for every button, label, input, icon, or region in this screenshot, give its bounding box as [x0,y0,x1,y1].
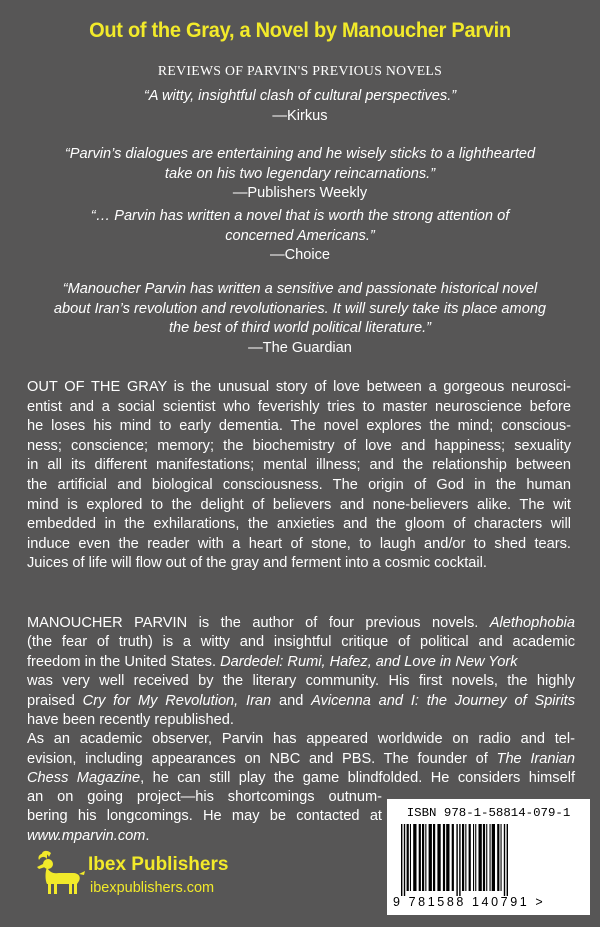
author-bio-end [27,788,382,846]
bio-line: bering his longcomings. He may be contacted at [27,808,382,825]
bio-line [27,827,382,846]
barcode-bar [456,824,457,896]
barcode-bar [437,824,440,891]
synopsis-line: the artificial and biological consciousness. The origin of God in the human [27,476,571,493]
bio-line [27,769,575,788]
barcode-bar [492,824,495,891]
synopsis-line: mind is explored to the delight of believers and none-believers alike. The wit [27,496,571,513]
review-choice [20,207,580,266]
barcode-bar [446,824,449,891]
barcode-bar [507,824,508,896]
bio-line: an on going project—his shortcomings outnum- [27,789,382,805]
review-quote: “A witty, insightful clash of cultural perspectives.” [143,88,457,104]
bio-line: (the fear of truth) is a witty and insightful critique of political and academic [27,634,575,651]
synopsis-line: ness; conscience; memory; the biochemistry of love and happiness; sexuality [27,437,571,454]
bio-text: . [145,827,150,844]
barcode-bar [452,824,454,891]
magazine-title: Chess Magazine [27,770,141,787]
author-bio [27,614,575,789]
synopsis-line: he loses his mind to early dementia. The novel explores the mind; conscious- [27,418,571,435]
author-website-link[interactable]: www.mparvin.com [27,827,146,844]
barcode-bar [407,824,409,891]
ibex-logo-icon [33,850,89,896]
barcode-bar [419,824,421,891]
synopsis-line: OUT OF THE GRAY is the unusual story of love between a gorgeous neurosci- [27,379,571,395]
barcode-bar [479,824,482,891]
bio-line [27,750,575,769]
barcode-bar [497,824,499,891]
synopsis-line: in all its different manifestations; mental illness; and the relationship between [27,457,571,474]
synopsis-line: embedded in the exhilarations, the anxieties and the gloom of characters will [27,516,571,533]
barcode-bar [465,824,466,891]
bio-line [27,614,575,633]
barcode-bar [504,824,505,896]
book-title-dardedel: Dardedel: Rumi, Hafez, and Love in New York [220,653,518,670]
isbn-text: ISBN 978-1-58814-079-1 [406,806,571,820]
review-quote: “Manoucher Parvin has written a sensitive and passionate historical novel [62,281,538,297]
bio-text: MANOUCHER PARVIN is the author of four previous novels. [27,615,479,631]
barcode-bar [410,824,411,891]
barcode-bar [473,824,474,891]
barcode-bar [433,824,435,891]
bio-line: have been recently republished. [27,712,234,729]
magazine-title: The Iranian [496,750,575,767]
barcode-bar [422,824,424,891]
review-quote: “… Parvin has written a novel that is worth the strong attention of [90,208,510,224]
book-title-avicenna: Avicenna and I: the Journey of Spirits [311,692,576,709]
publisher-name: Ibex Publishers [88,854,229,875]
synopsis-paragraph [27,378,571,574]
barcode-bar [413,824,416,891]
isbn-barcode [387,799,590,915]
barcode-bar [462,824,464,891]
book-title: Out of the Gray, a Novel by Manoucher Parvin [89,18,511,42]
book-title-cry-for-my-revolution: Cry for My Revolution, Iran [82,692,272,709]
review-source: —Choice [269,247,331,263]
barcode-bar [459,824,460,896]
book-title-alethophobia: Alethophobia [489,615,575,631]
review-publishers-weekly [20,145,580,204]
publisher-url[interactable]: ibexpublishers.com [90,880,215,896]
barcode-bar [486,824,487,891]
bio-line [27,653,575,672]
barcode-bar [501,824,502,891]
barcode-bar [469,824,471,891]
synopsis-line: Juices of life will flow out of the gray and ferment into a cosmic cocktail. [27,555,487,572]
review-quote: the best of third world political literature.” [169,320,431,336]
review-quote: concerned Americans.” [225,227,375,244]
bio-text: , he can still play the game blindfolded. He considers himself [140,770,575,787]
barcode-bar [475,824,476,891]
barcode-bar [401,824,402,896]
bio-text: and [278,692,304,709]
bio-line [27,692,575,711]
review-source: —The Guardian [248,339,352,356]
review-quote: take on his two legendary reincarnations.” [164,165,436,182]
bio-text: praised [27,692,75,709]
review-source: —Kirkus [272,107,328,124]
synopsis-line: entist and a social scientist who feverishly tries to master neuroscience before [27,398,571,415]
barcode-bar [404,824,405,896]
bio-line: As an academic observer, Parvin has appeared worldwide on radio and tel- [27,731,575,748]
review-guardian [20,280,580,358]
barcode-bar [483,824,485,891]
review-kirkus [20,87,580,126]
review-quote: about Iran’s revolution and revolutionaries. It will surely take its place among [53,300,547,317]
barcode-bar [425,824,426,891]
barcode-bar [490,824,491,891]
barcode-bar [429,824,432,891]
review-source: —Publishers Weekly [232,185,368,201]
barcode-bar [443,824,445,891]
bio-line: was very well received by the literary community. His first novels, the highly [27,673,575,690]
bio-text: freedom in the United States. [27,653,217,670]
bio-text: evision, including appearances on NBC and PBS. The founder of [27,750,488,767]
review-quote: “Parvin’s dialogues are entertaining and he wisely sticks to a lighthearted [64,146,536,162]
reviews-heading: REVIEWS OF PARVIN'S PREVIOUS NOVELS [157,63,443,78]
barcode-digits: 9 781588 140791 > [393,895,546,909]
synopsis-line: induce even the reader with a heart of stone, to laugh and/or to shed tears. [27,535,571,552]
